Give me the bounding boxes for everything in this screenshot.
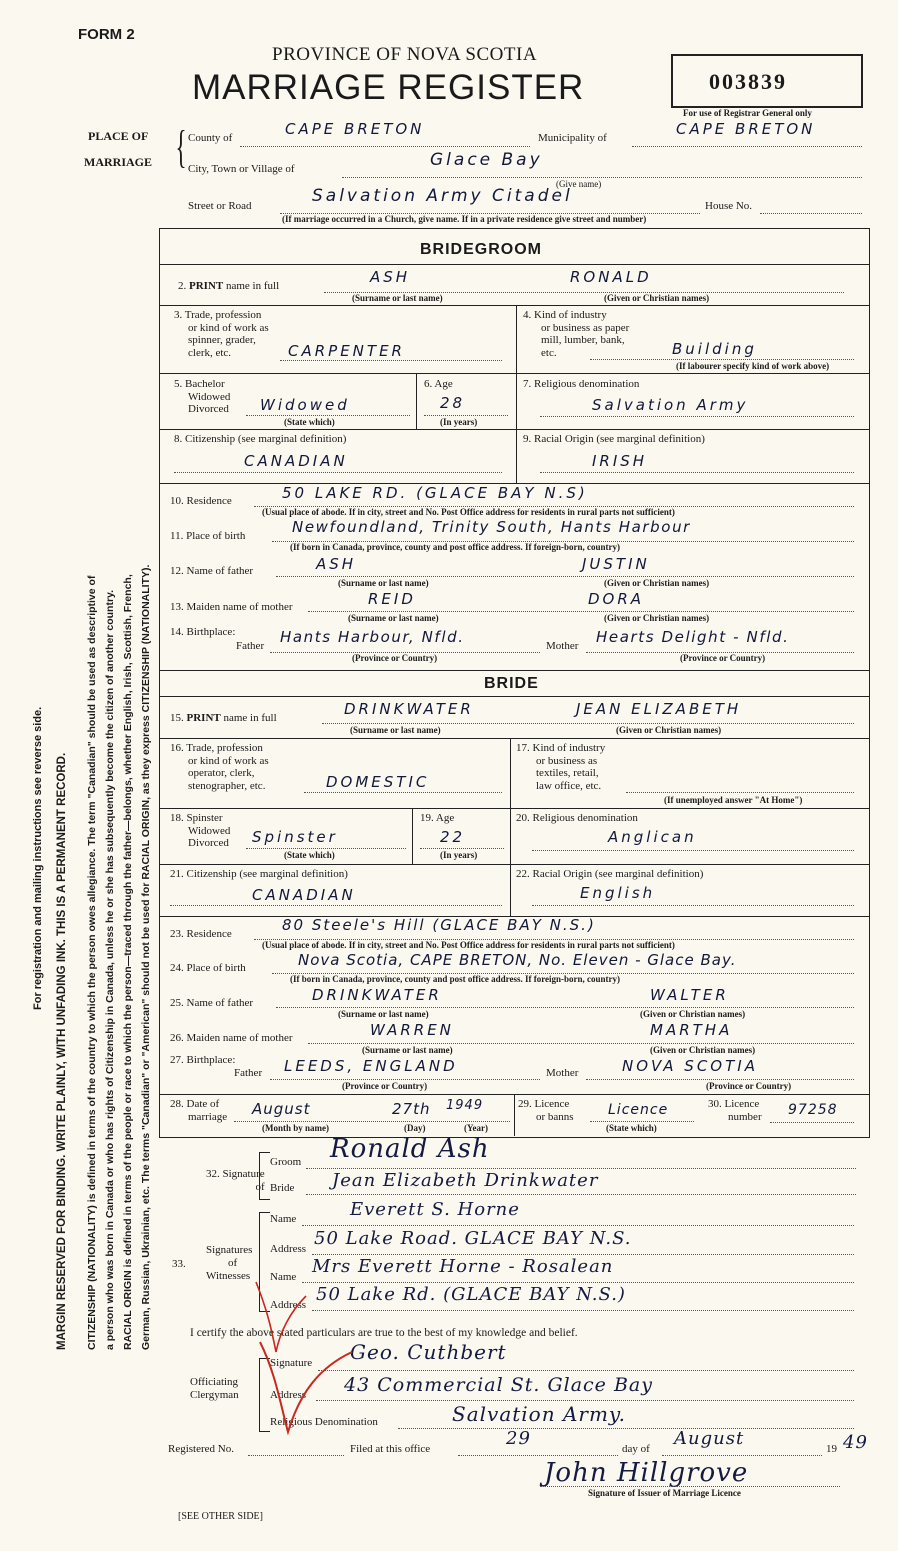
signature-of-label: 32. Signature of	[206, 1168, 265, 1193]
bride-status-hint: (State which)	[284, 850, 335, 860]
bride-residence: 80 Steele's Hill (GLACE BAY N.S.)	[282, 916, 596, 934]
groom-trade: CARPENTER	[288, 342, 405, 360]
municipality-value: CAPE BRETON	[676, 120, 816, 138]
licence-label: 29. Licence or banns	[518, 1098, 574, 1123]
bride-name-label: 15. PRINT name in full	[170, 712, 277, 724]
groom-status-label: 5. Bachelor Widowed Divorced	[174, 378, 231, 415]
witnesses-label: Signatures of Witnesses	[206, 1244, 253, 1282]
street-label: Street or Road	[188, 200, 252, 212]
clergy-signature: Geo. Cuthbert	[350, 1340, 507, 1364]
bride-heading: BRIDE	[484, 675, 539, 692]
groom-birthplace-mother-label: Mother	[546, 640, 579, 652]
margin-racial-1: RACIAL ORIGIN is defined in terms of the people or race to which the person—traced through the father—belongs, whether English, Irish, Scottish, French,	[122, 574, 134, 1350]
bride-father-surname-hint: (Surname or last name)	[338, 1009, 429, 1019]
witness2-address: 50 Lake Rd. (GLACE BAY N.S.)	[316, 1284, 626, 1305]
bride-birthplace-mother-label: Mother	[546, 1067, 579, 1079]
date-label: 28. Date of marriage	[170, 1098, 228, 1123]
bride-religion-label: 20. Religious denomination	[516, 812, 638, 824]
bride-mother-given: MARTHA	[650, 1021, 733, 1039]
bride-father-surname: DRINKWATER	[312, 986, 442, 1004]
groom-mother-given: DORA	[588, 590, 645, 608]
marriage-label: MARRIAGE	[84, 155, 152, 169]
bride-mother-surname-hint: (Surname or last name)	[362, 1045, 453, 1055]
bride-surname: DRINKWATER	[344, 700, 474, 718]
place-of-label: PLACE OF	[88, 129, 149, 143]
groom-father-province-hint: (Province or Country)	[352, 653, 438, 663]
groom-residence: 50 LAKE RD. (GLACE BAY N.S)	[282, 484, 588, 502]
groom-father-surname-hint: (Surname or last name)	[338, 578, 429, 588]
groom-religion: Salvation Army	[592, 396, 749, 414]
register-number-box	[671, 54, 863, 108]
street-value: Salvation Army Citadel	[312, 186, 573, 206]
form-label: FORM 2	[78, 26, 135, 43]
witness1-name: Everett S. Horne	[350, 1199, 520, 1220]
bride-father-given-hint: (Given or Christian names)	[640, 1009, 746, 1019]
filed-label: Filed at this office	[350, 1443, 431, 1455]
licence-state-hint: (State which)	[606, 1123, 657, 1133]
licence-value: Licence	[608, 1102, 669, 1118]
groom-citizenship-label: 8. Citizenship (see marginal definition)	[174, 433, 347, 445]
groom-age: 28	[440, 394, 466, 412]
margin-citizenship-1: CITIZENSHIP (NATIONALITY) is defined in terms of the country to which the person owes allegiance. The term "Canadian" should be used as descriptive of	[86, 575, 98, 1350]
groom-trade-label: 3. Trade, profession or kind of work as spinner, grader, clerk, etc.	[174, 309, 269, 359]
witnesses-number: 33.	[172, 1258, 186, 1270]
groom-birthplace-label: 14. Birthplace:	[170, 626, 236, 638]
bride-mother-surname: WARREN	[370, 1021, 454, 1039]
groom-birth: Newfoundland, Trinity South, Hants Harbour	[292, 518, 691, 536]
bride-father-province-hint: (Province or Country)	[342, 1081, 428, 1091]
groom-birth-label: 11. Place of birth	[170, 530, 246, 542]
margin-binding-note: MARGIN RESERVED FOR BINDING. WRITE PLAINLY, WITH UNFADING INK. THIS IS A PERMANENT RECORD.	[56, 752, 68, 1350]
clergy-address-label: Address	[270, 1389, 307, 1401]
bride-religion: Anglican	[608, 828, 697, 846]
bride-mother-label: 26. Maiden name of mother	[170, 1032, 293, 1044]
groom-racial-label: 9. Racial Origin (see marginal definition)	[523, 433, 705, 445]
witness2-name-label: Name	[270, 1271, 297, 1283]
city-value: Glace Bay	[430, 150, 543, 170]
bride-status: Spinster	[252, 828, 338, 846]
street-hint: (If marriage occurred in a Church, give name. If in a private residence give street and number)	[282, 214, 647, 224]
bride-trade-label: 16. Trade, profession or kind of work as operator, clerk, stenographer, etc.	[170, 742, 269, 792]
bride-residence-label: 23. Residence	[170, 928, 232, 940]
groom-industry-hint: (If labourer specify kind of work above)	[676, 361, 830, 371]
groom-industry-label: 4. Kind of industry or business as paper mill, lumber, bank, etc.	[523, 309, 630, 359]
bride-birth-label: 24. Place of birth	[170, 962, 246, 974]
see-other-side: [SEE OTHER SIDE]	[178, 1511, 263, 1522]
bride-industry-label: 17. Kind of industry or business as textiles, retail, law office, etc.	[516, 742, 606, 792]
registered-no-label: Registered No.	[168, 1443, 234, 1455]
groom-status: Widowed	[260, 396, 350, 414]
bride-father-birthplace: LEEDS, ENGLAND	[284, 1057, 458, 1075]
bride-citizenship: CANADIAN	[252, 886, 356, 904]
registrar-note: For use of Registrar General only	[683, 108, 812, 118]
margin-racial-2: German, Russian, Ukrainian, etc. The terms "Canadian" or "American" should not be used for RACIAL ORIGIN, as they express CITIZENSHIP (NATIONALITY).	[140, 564, 152, 1350]
filed-year-prefix: 19	[826, 1443, 837, 1455]
bride-racial-label: 22. Racial Origin (see marginal definition)	[516, 868, 704, 880]
page-title: MARRIAGE REGISTER	[192, 68, 585, 107]
witness1-name-label: Name	[270, 1213, 297, 1225]
bride-father-given: WALTER	[650, 986, 729, 1004]
filed-month: August	[674, 1428, 745, 1449]
bride-father-label: 25. Name of father	[170, 997, 254, 1009]
licence-number-label: 30. Licence number	[708, 1098, 762, 1123]
filed-day-label: day of	[622, 1443, 650, 1455]
county-label: County of	[188, 132, 233, 144]
bride-trade: DOMESTIC	[326, 773, 430, 791]
bride-industry-hint: (If unemployed answer "At Home")	[664, 795, 803, 805]
bride-racial: English	[580, 884, 656, 902]
marriage-month: August	[252, 1100, 311, 1118]
groom-racial: IRISH	[592, 452, 648, 470]
bride-citizenship-label: 21. Citizenship (see marginal definition)	[170, 868, 348, 880]
certification-text: I certify the above stated particulars are true to the best of my knowledge and belief.	[190, 1327, 578, 1339]
groom-citizenship: CANADIAN	[244, 452, 348, 470]
marriage-day: 27th	[392, 1100, 431, 1118]
bride-birthplace-father-label: Father	[234, 1067, 263, 1079]
bride-age: 22	[440, 828, 466, 846]
bride-birth: Nova Scotia, CAPE BRETON, No. Eleven - Glace Bay.	[298, 951, 737, 969]
groom-father-given-hint: (Given or Christian names)	[604, 578, 710, 588]
date-day-hint: (Day)	[404, 1123, 426, 1133]
issuer-signature: John Hillgrove	[544, 1458, 749, 1488]
groom-status-hint: (State which)	[284, 417, 335, 427]
groom-mother-surname: REID	[368, 590, 416, 608]
bride-signature: Jean Elizabeth Drinkwater	[332, 1170, 599, 1191]
marriage-year: 1949	[446, 1098, 484, 1113]
county-value: CAPE BRETON	[285, 120, 425, 138]
clergy-religion: Salvation Army.	[452, 1402, 626, 1426]
groom-father-label: 12. Name of father	[170, 565, 254, 577]
groom-mother-given-hint: (Given or Christian names)	[604, 613, 710, 623]
bride-birth-hint: (If born in Canada, province, county and post office address. If foreign-born, country)	[290, 974, 621, 984]
bride-age-hint: (In years)	[440, 850, 478, 860]
clergy-religion-label: Religious Denomination	[270, 1416, 378, 1428]
witness2-name: Mrs Everett Horne - Rosalean	[312, 1256, 614, 1277]
bride-status-label: 18. Spinster Widowed Divorced	[170, 812, 231, 849]
groom-surname-hint: (Surname or last name)	[352, 293, 443, 303]
groom-mother-birthplace: Hearts Delight - Nfld.	[596, 628, 790, 646]
issuer-label: Signature of Issuer of Marriage Licence	[588, 1488, 741, 1498]
bride-birthplace-label: 27. Birthplace:	[170, 1054, 236, 1066]
groom-surname: ASH	[370, 268, 411, 286]
groom-age-label: 6. Age	[424, 378, 453, 390]
groom-residence-label: 10. Residence	[170, 495, 232, 507]
groom-father-surname: ASH	[316, 555, 357, 573]
bride-mother-province-hint: (Province or Country)	[706, 1081, 792, 1091]
bride-residence-hint: (Usual place of abode. If in city, street and No. Post Office address for residents in rural parts not sufficient)	[262, 940, 675, 950]
groom-father-given: JUSTIN	[582, 555, 650, 573]
province-heading: PROVINCE OF NOVA SCOTIA	[272, 44, 538, 65]
date-month-hint: (Month by name)	[262, 1123, 329, 1133]
witness1-address: 50 Lake Road. GLACE BAY N.S.	[314, 1228, 632, 1249]
municipality-label: Municipality of	[538, 132, 607, 144]
witness2-address-label: Address	[270, 1299, 307, 1311]
bride-mother-given-hint: (Given or Christian names)	[650, 1045, 756, 1055]
bride-surname-hint: (Surname or last name)	[350, 725, 441, 735]
bride-given-hint: (Given or Christian names)	[616, 725, 722, 735]
city-label: City, Town or Village of	[188, 163, 295, 175]
clergyman-label: Officiating Clergyman	[190, 1376, 239, 1401]
witness1-address-label: Address	[270, 1243, 307, 1255]
filed-day: 29	[506, 1428, 531, 1449]
groom-signature: Ronald Ash	[330, 1134, 490, 1164]
filed-year: 49	[843, 1432, 868, 1453]
house-no-label: House No.	[705, 200, 753, 212]
groom-mother-surname-hint: (Surname or last name)	[348, 613, 439, 623]
groom-residence-hint: (Usual place of abode. If in city, street and No. Post Office address for residents in rural parts not sufficient)	[262, 507, 675, 517]
groom-industry: Building	[672, 340, 757, 358]
groom-father-birthplace: Hants Harbour, Nfld.	[280, 628, 465, 646]
groom-birth-hint: (If born in Canada, province, county and post office address. If foreign-born, country)	[290, 542, 621, 552]
groom-religion-label: 7. Religious denomination	[523, 378, 640, 390]
margin-citizenship-2: a person who was born in Canada or who has rights of Citizenship in Canada, unless he or she has subsequently become the citizen of another country.	[104, 589, 116, 1350]
bride-age-label: 19. Age	[420, 812, 455, 824]
groom-mother-province-hint: (Province or Country)	[680, 653, 766, 663]
groom-given-hint: (Given or Christian names)	[604, 293, 710, 303]
groom-birthplace-father-label: Father	[236, 640, 265, 652]
groom-mother-label: 13. Maiden name of mother	[170, 601, 293, 613]
licence-number: 97258	[788, 1102, 838, 1118]
red-check-mark-icon	[250, 1272, 360, 1442]
date-year-hint: (Year)	[464, 1123, 488, 1133]
margin-instructions: For registration and mailing instructions see reverse side.	[32, 706, 44, 1010]
city-hint: (Give name)	[556, 179, 602, 189]
clergy-signature-label: Signature	[270, 1357, 313, 1369]
bride-sig-label: Bride	[270, 1182, 295, 1194]
place-brace: {	[175, 121, 187, 172]
bridegroom-heading: BRIDEGROOM	[420, 241, 542, 258]
bride-given: JEAN ELIZABETH	[576, 700, 742, 718]
groom-sig-label: Groom	[270, 1156, 302, 1168]
groom-age-hint: (In years)	[440, 417, 478, 427]
groom-name-label: 2. PRINT name in full	[178, 280, 280, 292]
clergy-address: 43 Commercial St. Glace Bay	[344, 1374, 653, 1396]
groom-given: RONALD	[570, 268, 652, 286]
register-number: 003839	[709, 69, 787, 94]
bride-mother-birthplace: NOVA SCOTIA	[622, 1057, 758, 1075]
